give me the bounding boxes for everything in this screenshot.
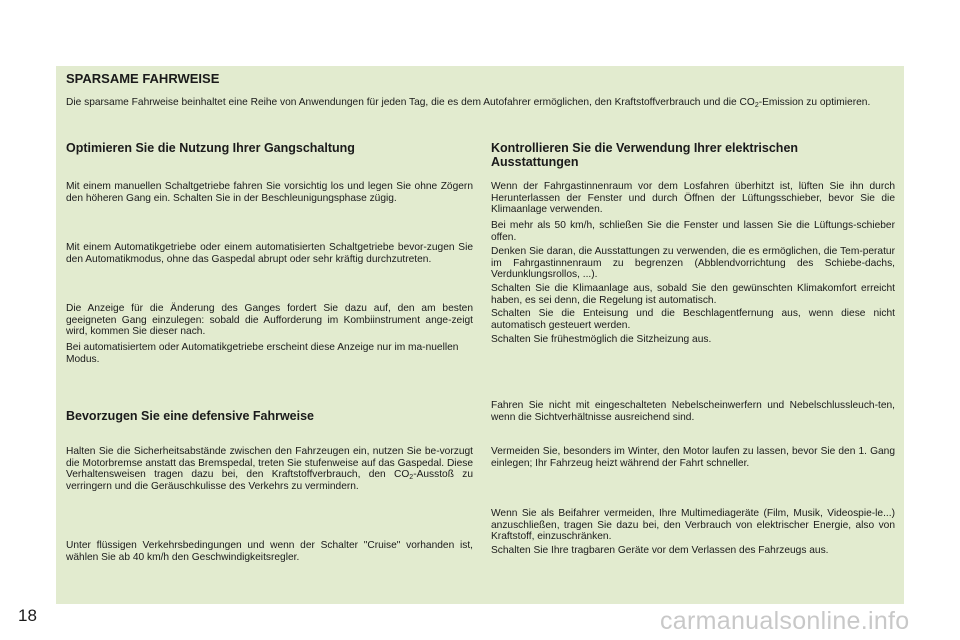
paragraph-indicator-manual-mode: Bei automatisiertem oder Automatikgetriebe erscheint diese Anzeige nur im ma-nuellen Modus.	[66, 342, 459, 365]
watermark-text: carmanualsonline.info	[660, 607, 910, 635]
paragraph-defrost-off: Schalten Sie die Enteisung und die Beschlagentfernung aus, wenn diese nicht automatisch gesteuert werden.	[491, 308, 895, 331]
intro-subscript: 2	[754, 102, 759, 109]
page-number: 18	[18, 606, 37, 625]
safety-text-2: -Ausstoß zu verringern und die Geräuschkulisse des Verkehrs zu vermindern.	[66, 469, 473, 492]
safety-text-1: Halten Sie die Sicherheitsabstände zwischen den Fahrzeugen ein, nutzen Sie be-vorzugt die Motorbremse anstatt das Bremspedal, treten Sie stufenweise auf das Gaspedal. Diese Verhaltensweisen tragen dazu bei, den Kraftstoffverbrauch, den CO	[66, 446, 473, 481]
intro-paragraph	[66, 97, 896, 109]
paragraph-safety-distance	[66, 446, 473, 492]
intro-text-2: -Emission zu optimieren.	[758, 97, 871, 108]
paragraph-fog-lights: Fahren Sie nicht mit eingeschalteten Nebelscheinwerfern und Nebelschlussleuch-ten, wenn die Sichtverhältnisse ausreichend sind.	[491, 400, 895, 423]
paragraph-ventilate-cabin: Wenn der Fahrgastinnenraum vor dem Losfahren überhitzt ist, lüften Sie ihn durch Herunterlassen der Fenster und durch Öffnen der Lüftungsschieber, bevor Sie die Klimaanlage verwenden.	[491, 181, 895, 216]
paragraph-multimedia-devices: Wenn Sie als Beifahrer vermeiden, Ihre Multimediageräte (Film, Musik, Videospie-le...) anzuschließen, tragen Sie dazu bei, den Verbrauch von elektrischer Energie, also von Kraftstoff, einzuschränken.	[491, 508, 895, 543]
paragraph-portable-devices: Schalten Sie Ihre tragbaren Geräte vor dem Verlassen des Fahrzeugs aus.	[491, 545, 829, 556]
heading-electrical-equipment: Kontrollieren Sie die Verwendung Ihrer elektrischen Ausstattungen	[491, 141, 799, 169]
paragraph-limit-temperature: Denken Sie daran, die Ausstattungen zu verwenden, die es ermöglichen, die Tem-peratur im Fahrgastinnenraum zu begrenzen (Abblendvorrichtung des Schiebe-dachs, Verdunklungsrollos, ...).	[491, 246, 895, 281]
paragraph-seat-heating: Schalten Sie frühestmöglich die Sitzheizung aus.	[491, 334, 712, 345]
heading-defensive-driving: Bevorzugen Sie eine defensive Fahrweise	[66, 409, 315, 423]
paragraph-engine-idle: Vermeiden Sie, besonders im Winter, den Motor laufen zu lassen, bevor Sie den 1. Gang einlegen; Ihr Fahrzeug heizt während der Fahrt schneller.	[491, 446, 895, 469]
paragraph-cruise-control: Unter flüssigen Verkehrsbedingungen und wenn der Schalter "Cruise" vorhanden ist, wählen Sie ab 40 km/h den Geschwindigkeitsregler.	[66, 540, 473, 563]
paragraph-gear-indicator: Die Anzeige für die Änderung des Ganges fordert Sie dazu auf, den am besten geeigneten Gang einzulegen: sobald die Aufforderung im Kombiinstrument ange-zeigt wird, kommen Sie dieser nach.	[66, 303, 473, 338]
paragraph-climate-off: Schalten Sie die Klimaanlage aus, sobald Sie den gewünschten Klimakomfort erreicht haben, es sei denn, die Regelung ist automatisch.	[491, 283, 895, 306]
paragraph-above-50kmh: Bei mehr als 50 km/h, schließen Sie die Fenster und lassen Sie die Lüftungs-schieber offen.	[491, 220, 895, 243]
paragraph-automatic-gearbox: Mit einem Automatikgetriebe oder einem automatisierten Schaltgetriebe bevor-zugen Sie den Automatikmodus, ohne das Gaspedal abrupt oder sehr kräftig durchzutreten.	[66, 242, 473, 265]
heading-gear-shift: Optimieren Sie die Nutzung Ihrer Gangschaltung	[66, 141, 355, 155]
paragraph-manual-gearbox: Mit einem manuellen Schaltgetriebe fahren Sie vorsichtig los und legen Sie ohne Zögern den höheren Gang ein. Schalten Sie in der Beschleunigungsphase zügig.	[66, 181, 473, 204]
intro-text-1: Die sparsame Fahrweise beinhaltet eine Reihe von Anwendungen für jeden Tag, die es dem Autofahrer ermöglichen, den Kraftstoffverbrauch und die CO	[66, 97, 755, 108]
safety-subscript: 2	[409, 474, 414, 482]
section-title: SPARSAME FAHRWEISE	[66, 71, 220, 86]
